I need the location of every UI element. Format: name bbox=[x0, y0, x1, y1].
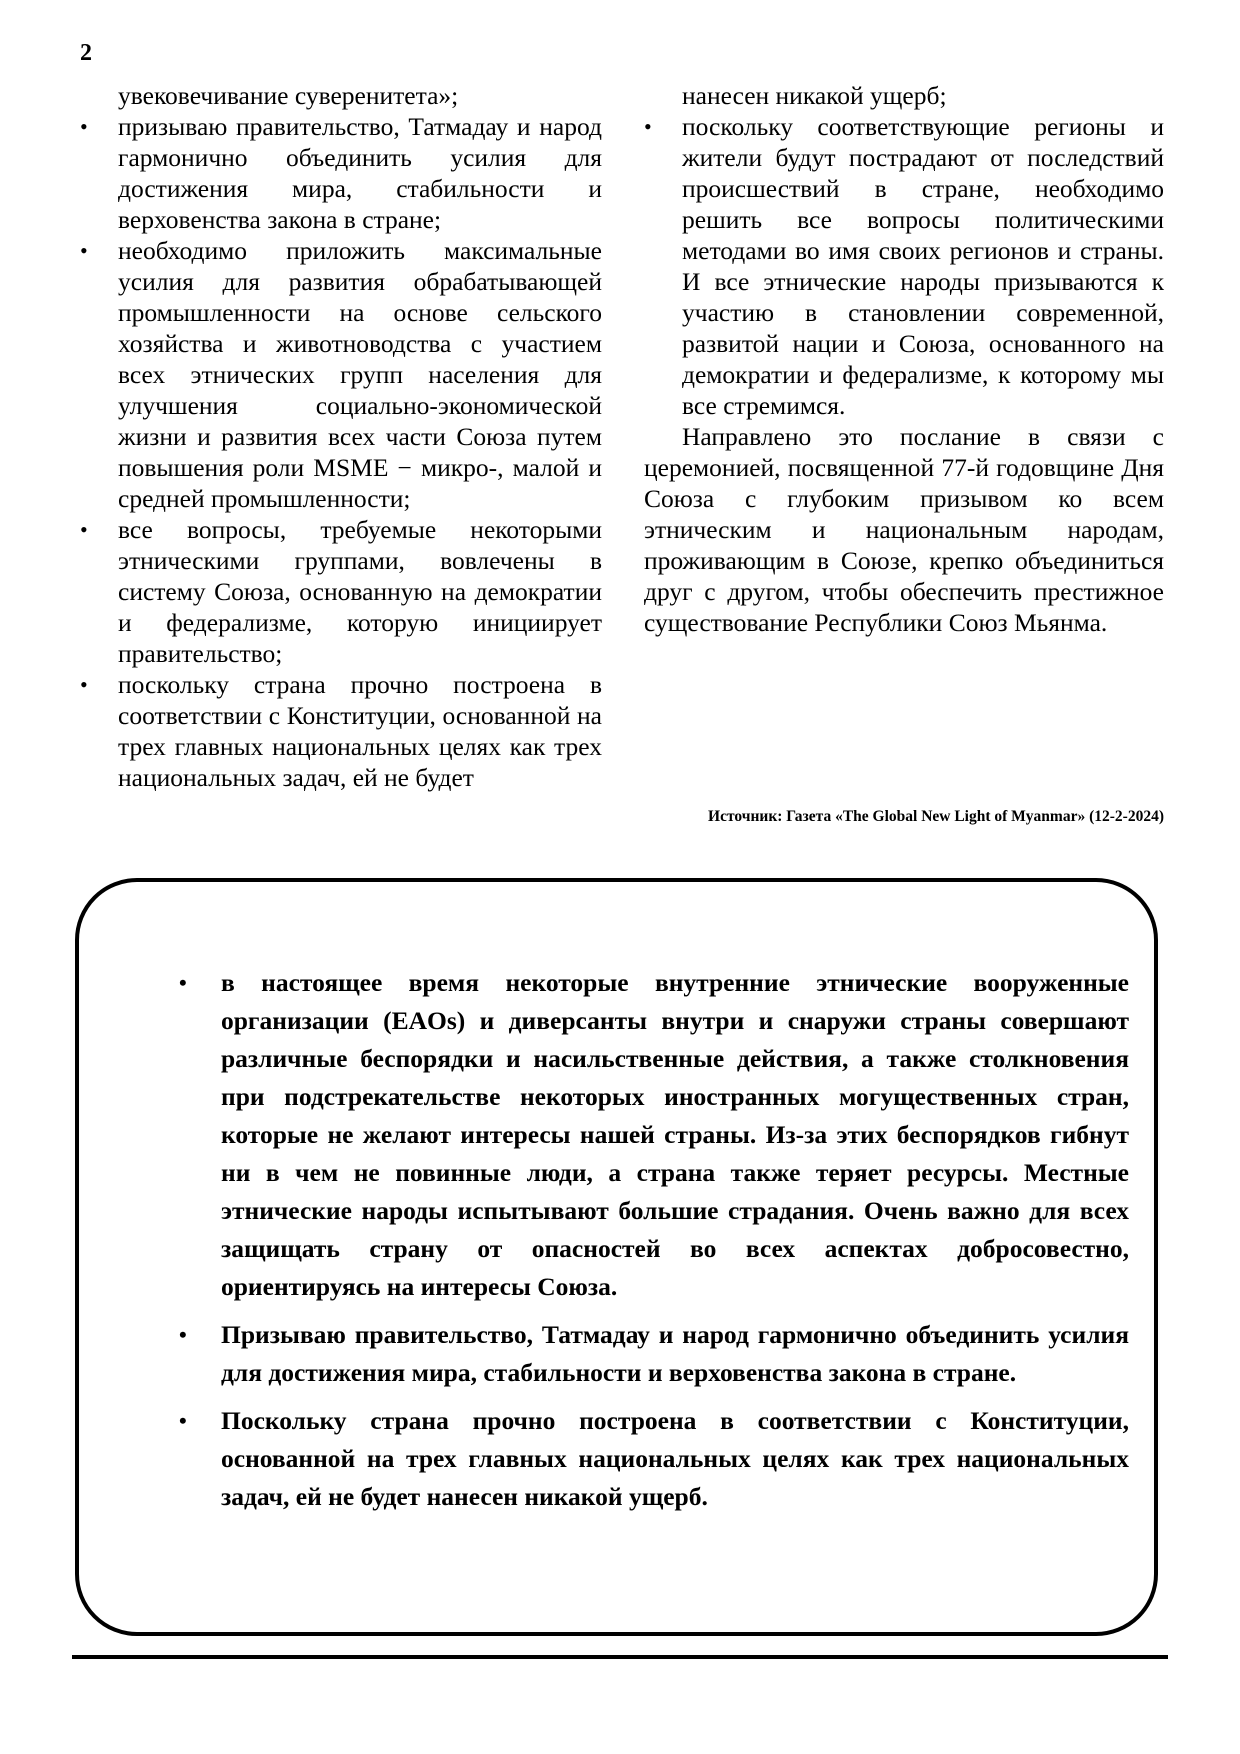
list-item: • необходимо приложить максимальные усилия для развития обрабатывающей промышленности на основе сельского хозяйства и животноводства с участием всех этнических групп населения для улучшения социально-экономической жизни и развития всех части Союза путем повышения роли MSME − микро-, малой и средней промышленности; bbox=[80, 235, 602, 514]
list-item: • все вопросы, требуемые некоторыми этническими группами, вовлечены в систему Союза, основанную на демократии и федерализме, которую инициирует правительство; bbox=[80, 514, 602, 669]
list-item: • призываю правительство, Татмадау и народ гармонично объединить усилия для достижения мира, стабильности и верховенства закона в стране; bbox=[80, 111, 602, 235]
bottom-divider bbox=[72, 1655, 1168, 1659]
source-citation: Источник: Газета «The Global New Light of Myanmar» (12-2-2024) bbox=[708, 808, 1164, 825]
bullet-list bbox=[80, 111, 602, 793]
closing-paragraph: Направлено это послание в связи с церемонией, посвященной 77-й годовщине Дня Союза с глубоким призывом ко всем этническим и национальным народам, проживающим в Союзе, крепко объединиться друг с другом, чтобы обеспечить престижное существование Республики Союз Мьянма. bbox=[644, 422, 1164, 637]
list-item: • поскольку соответствующие регионы и жители будут пострадают от последствий происшествий в стране, необходимо решить все вопросы политическими методами во имя своих регионов и страны. И все этнические народы призываются к участию в становлении современной, развитой нации и Союза, основанного на демократии и федерализме, к которому мы все стремимся. bbox=[644, 111, 1164, 421]
list-item: • поскольку страна прочно построена в соответствии с Конституции, основанной на трех главных национальных целях как трех национальных задач, ей не будет bbox=[80, 669, 602, 793]
highlight-box bbox=[75, 878, 1158, 1636]
continued-text: нанесен никакой ущерб; bbox=[682, 81, 947, 110]
left-column bbox=[80, 80, 602, 793]
box-list-item: • в настоящее время некоторые внутренние этнические вооруженные организации (EAOs) и диверсанты внутри и снаружи страны совершают различные беспорядки и насильственные действия, а также столкновения при подстрекательстве некоторых иностранных могущественных стран, которые не желают интересы нашей страны. Из-за этих беспорядков гибнут ни в чем не повинные люди, а страна также теряет ресурсы. Местные этнические народы испытывают большие страдания. Очень важно для всех защищать страну от опасностей во всех аспектах добросовестно, ориентируясь на интересы Союза. bbox=[149, 964, 1129, 1306]
box-list-item: • Поскольку страна прочно построена в соответствии с Конституции, основанной на трех главных национальных целях как трех национальных задач, ей не будет нанесен никакой ущерб. bbox=[149, 1402, 1129, 1516]
box-list-item: • Призываю правительство, Татмадау и народ гармонично объединить усилия для достижения мира, стабильности и верховенства закона в стране. bbox=[149, 1316, 1129, 1392]
continued-text: увековечивание суверенитета»; bbox=[118, 81, 459, 110]
right-column bbox=[644, 80, 1164, 638]
bullet-list bbox=[644, 111, 1164, 421]
page-number: 2 bbox=[80, 40, 92, 66]
box-bullet-list bbox=[149, 964, 1129, 1526]
